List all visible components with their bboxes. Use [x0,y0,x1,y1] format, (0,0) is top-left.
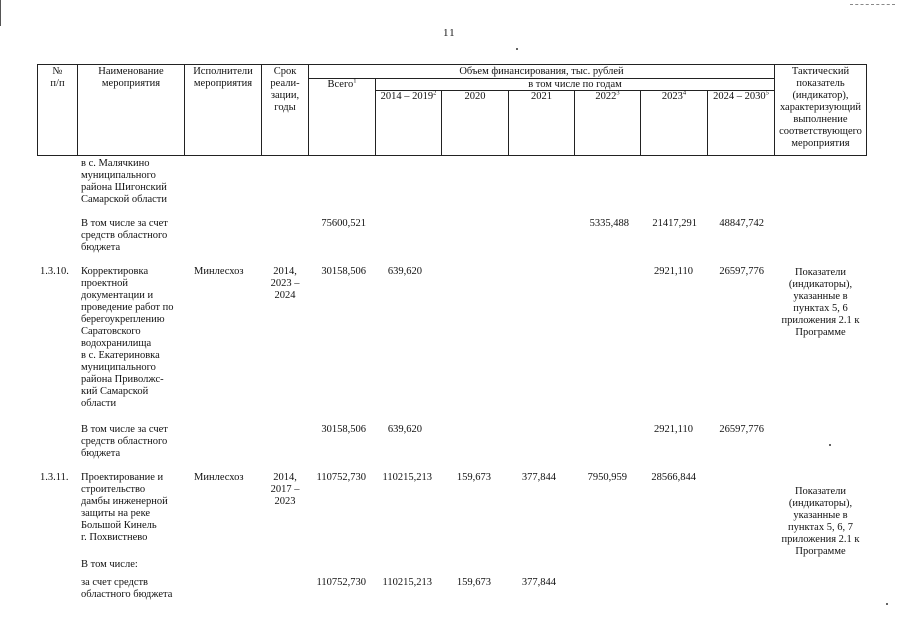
header-year-2023: 2023$^4$ [661,89,687,102]
page-number: 11 [443,27,456,39]
row-2-num: 1.3.10. [40,266,69,277]
row-2-term: 2014, 2023 – 2024 [270,266,300,301]
row-1-2022: 5335,488 [589,218,629,229]
row-3-2014: 639,620 [387,424,422,435]
header-year-2020: 2020 [464,91,486,102]
row-4-2021: 377,844 [521,472,556,483]
header-num: № п/п [50,66,65,89]
row-6-total: 110752,730 [316,577,366,588]
row-2-2023: 2921,110 [654,266,693,277]
row-5-name: В том числе: [81,559,138,570]
row-2-executor: Минлесхоз [194,266,244,277]
row-4-2023: 28566,844 [651,472,696,483]
row-2-total: 30158,506 [321,266,366,277]
row-4-name: Проектирование и строительство дамбы инженерной защиты на реке Большой Кинель г. Похвистнево [81,472,168,543]
scan-speck [516,48,518,50]
row-6-name: за счет средств областного бюджета [81,577,173,600]
row-2-indicator: Показатели (индикаторы), указанные в пунктах 5, 6 приложения 2.1 к Программе [781,267,860,338]
row-3-2023: 2921,110 [654,424,693,435]
row-3-2024: 26597,776 [719,424,764,435]
header-term: Срок реали- зации, годы [270,66,300,113]
row-1-2023: 21417,291 [652,218,697,229]
row-6-2014: 110215,213 [382,577,432,588]
row-2-2014: 639,620 [387,266,422,277]
row-4-total: 110752,730 [316,472,366,483]
header-total: Всего$^1$ [327,77,357,90]
scan-speck [886,603,888,605]
row-4-num: 1.3.11. [40,472,69,483]
header-indicator: Тактический показатель (индикатор), характеризующий выполнение соответствующего мероприятия [779,66,862,149]
row-4-indicator: Показатели (индикаторы), указанные в пунктах 5, 6, 7 приложения 2.1 к Программе [781,486,860,557]
row-continuation-name: в с. Малячкино муниципального района Шигонский Самарской области [81,158,167,205]
header-volume: Объем финансирования, тыс. рублей [459,66,624,77]
scan-speck [829,444,831,446]
row-3-name: В том числе за счет средств областного бюджета [81,424,168,459]
row-4-2020: 159,673 [456,472,491,483]
row-4-term: 2014, 2017 – 2023 [270,472,300,507]
row-2-name: Корректировка проектной документации и проведение работ по берегоукреплению Саратовского водохранилища в с. Екатериновка муниципального района Приволжс- кий Самарской области [81,266,174,409]
header-name: Наименование мероприятия [98,66,164,89]
header-year-2024: 2024 – 2030$^5$ [713,89,769,102]
row-1-total: 75600,521 [321,218,366,229]
row-1-2024: 48847,742 [719,218,764,229]
header-year-2014: 2014 – 2019$^2$ [380,89,437,102]
row-3-total: 30158,506 [321,424,366,435]
header-executors: Исполнители мероприятия [193,66,253,89]
row-6-2020: 159,673 [456,577,491,588]
row-4-executor: Минлесхоз [194,472,244,483]
header-by-years: в том числе по годам [528,79,622,90]
row-6-2021: 377,844 [521,577,556,588]
row-4-2022: 7950,959 [587,472,627,483]
row-1-name: В том числе за счет средств областного бюджета [81,218,168,253]
row-4-2014: 110215,213 [382,472,432,483]
header-year-2021: 2021 [531,91,552,102]
header-year-2022: 2022$^3$ [595,89,620,102]
row-2-2024: 26597,776 [719,266,764,277]
